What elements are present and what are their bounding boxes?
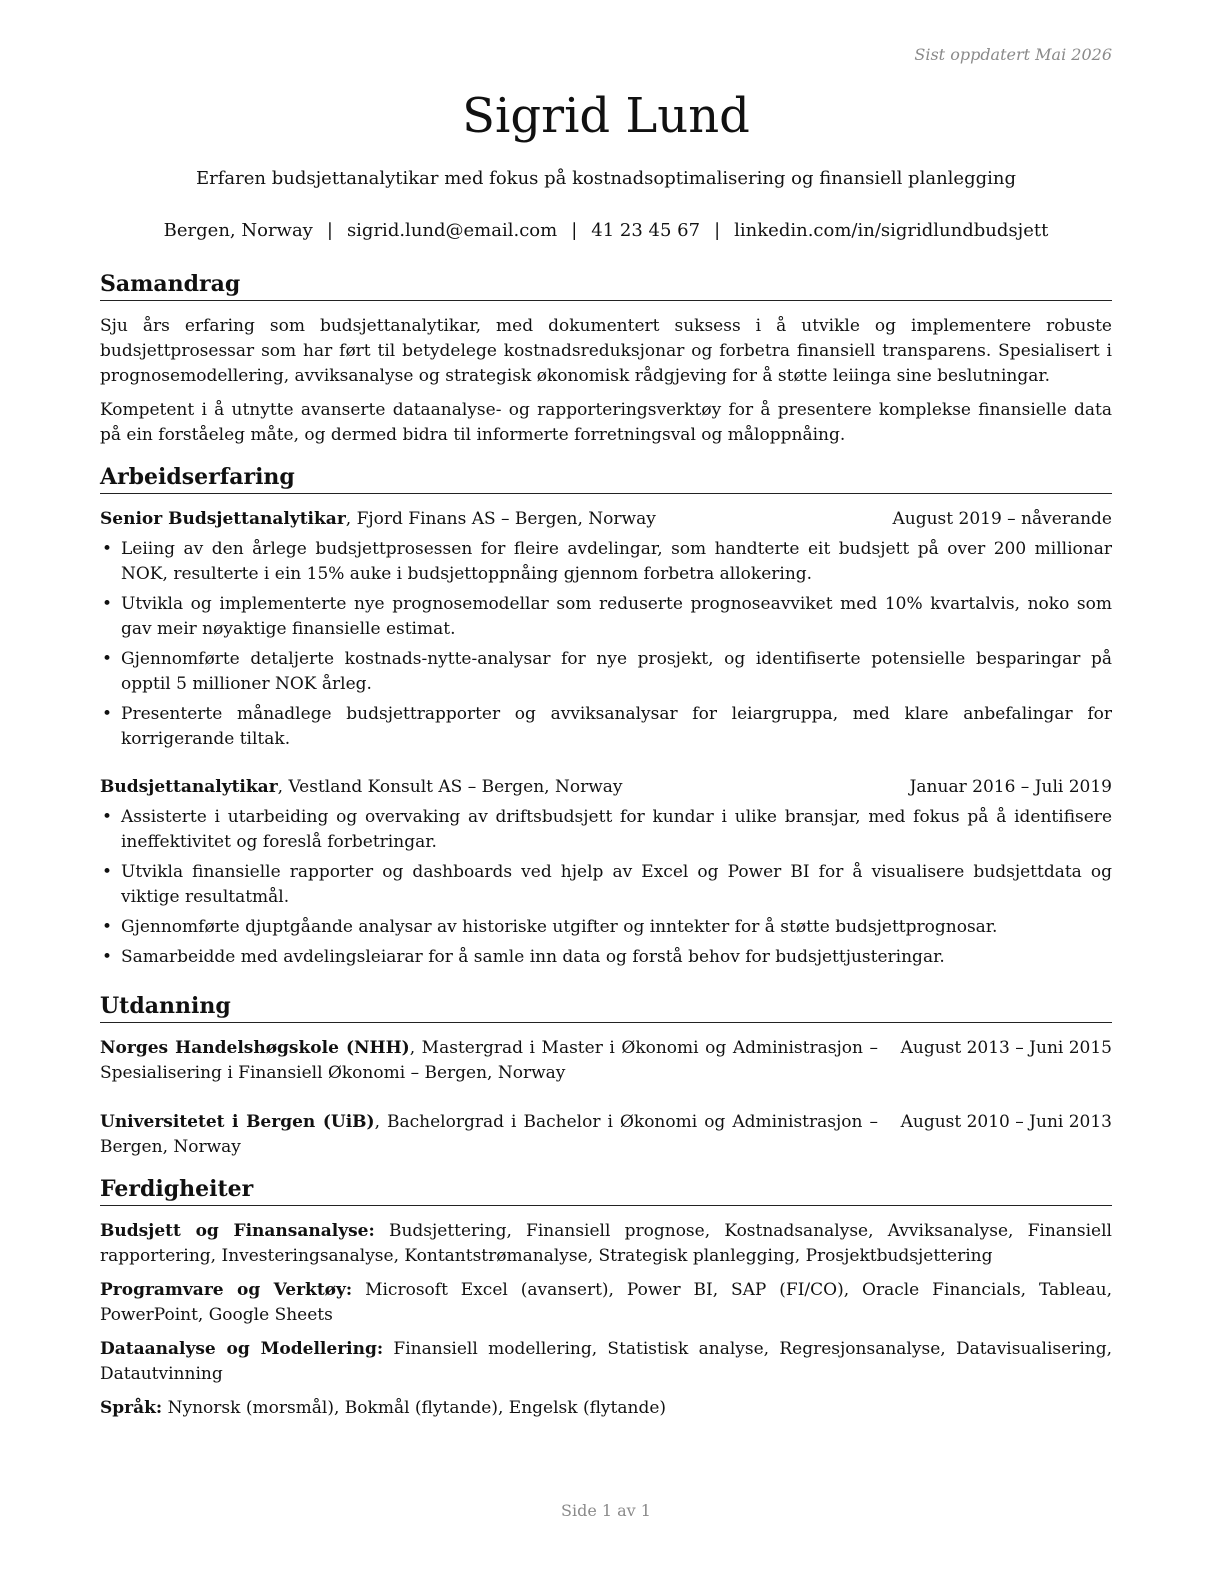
job-header — [100, 507, 1112, 532]
skill-label: Språk: — [100, 1398, 163, 1418]
education-item — [100, 1036, 1112, 1086]
contact-separator: | — [326, 220, 333, 241]
section-title-education: Utdanning — [100, 992, 1112, 1023]
resume-page — [100, 0, 1112, 1584]
summary-paragraph: Kompetent i å utnytte avanserte dataanalyse- og rapporteringsverktøy for å presentere komplekse finansielle data på ein forståeleg måte, og dermed bidra til informerte forretningsval og måloppnåing. — [100, 400, 1112, 445]
last-updated: Sist oppdatert Mai 2026 — [914, 45, 1112, 64]
contact-email[interactable]: sigrid.lund@email.com — [346, 220, 558, 241]
job-bullets — [100, 805, 1112, 975]
skill-group — [100, 1396, 1112, 1421]
skill-label: Programvare og Verktøy: — [100, 1280, 353, 1300]
job-header — [100, 775, 1112, 800]
education-school: Universitetet i Bergen (UiB) — [100, 1112, 375, 1132]
job-dates: August 2019 – nåverande — [892, 509, 1112, 529]
contact-separator: | — [714, 220, 721, 241]
education-detail: , Mastergrad i Master i Økonomi og Administrasjon – Spesialisering i Finansiell Økonomi – Bergen, Norway — [100, 1038, 878, 1083]
contact-line — [100, 219, 1112, 243]
job-bullets — [100, 537, 1112, 757]
bullet-item: • Presenterte månadlege budsjettrapporter og avviksanalysar for leiargruppa, med klare anbefalingar for korrigerande tiltak. — [100, 702, 1112, 752]
skill-label: Budsjett og Finansanalyse: — [100, 1221, 375, 1241]
bullet-item: • Gjennomførte detaljerte kostnads-nytte-analysar for nye prosjekt, og identifiserte potensielle besparingar på opptil 5 millioner NOK årleg. — [100, 647, 1112, 697]
education-dates: August 2013 – Juni 2015 — [900, 1038, 1112, 1058]
tagline: Erfaren budsjettanalytikar med fokus på kostnadsoptimalisering og finansiell planlegging — [196, 168, 1016, 189]
contact-phone: 41 23 45 67 — [591, 220, 701, 241]
section-title-skills: Ferdigheiter — [100, 1175, 1112, 1206]
skill-group — [100, 1219, 1112, 1269]
education-text — [100, 1036, 878, 1086]
contact-location: Bergen, Norway — [163, 220, 313, 241]
candidate-name: Sigrid Lund — [462, 88, 750, 144]
education-text — [100, 1110, 878, 1160]
education-school: Norges Handelshøgskole (NHH) — [100, 1038, 410, 1058]
skill-group — [100, 1278, 1112, 1328]
bullet-item: • Assisterte i utarbeiding og overvaking av driftsbudsjett for kundar i ulike bransjar, med fokus på å identifisere ineffektivitet og foreslå forbetringar. — [100, 805, 1112, 855]
skill-group — [100, 1337, 1112, 1387]
education-dates: August 2010 – Juni 2013 — [900, 1112, 1112, 1132]
job-dates: Januar 2016 – Juli 2019 — [909, 777, 1112, 797]
job-role: Senior Budsjettanalytikar — [100, 509, 346, 529]
education-detail: , Bachelorgrad i Bachelor i Økonomi og Administrasjon – Bergen, Norway — [100, 1112, 878, 1157]
skill-values: Nynorsk (morsmål), Bokmål (flytande), Engelsk (flytande) — [162, 1398, 667, 1418]
job-company: , Fjord Finans AS – Bergen, Norway — [345, 509, 656, 529]
summary-paragraph: Sju års erfaring som budsjettanalytikar, med dokumentert suksess i å utvikle og implementere robuste budsjettprosessar som har ført til betydelege kostnadsreduksjonar og forbetra finansiell transparens. Spesialisert i prognosemodellering, avviksanalyse og strategisk økonomisk rådgjeving for å støtte leiinga sine beslutningar. — [100, 316, 1112, 386]
section-title-experience: Arbeidserfaring — [100, 463, 1112, 494]
education-item — [100, 1110, 1112, 1160]
job-role: Budsjettanalytikar — [100, 777, 278, 797]
skill-label: Dataanalyse og Modellering: — [100, 1339, 384, 1359]
skill-values: Microsoft Excel (avansert), Power BI, SAP (FI/CO), Oracle Financials, Tableau, PowerPoint, Google Sheets — [100, 1280, 1112, 1325]
contact-separator: | — [571, 220, 578, 241]
bullet-item: • Gjennomførte djuptgåande analysar av historiske utgifter og inntekter for å støtte budsjettprognosar. — [100, 915, 1112, 940]
bullet-item: • Utvikla finansielle rapporter og dashboards ved hjelp av Excel og Power BI for å visualisere budsjettdata og viktige resultatmål. — [100, 860, 1112, 910]
contact-linkedin[interactable]: linkedin.com/in/sigridlundbudsjett — [734, 220, 1049, 241]
skill-values: Finansiell modellering, Statistisk analyse, Regresjonsanalyse, Datavisualisering, Datautvinning — [100, 1339, 1112, 1384]
bullet-item: • Utvikla og implementerte nye prognosemodellar som reduserte prognoseavviket med 10% kvartalvis, noko som gav meir nøyaktige finansielle estimat. — [100, 592, 1112, 642]
section-title-summary: Samandrag — [100, 270, 1112, 301]
page-number: Side 1 av 1 — [561, 1501, 651, 1520]
bullet-item: • Leiing av den årlege budsjettprosessen for fleire avdelingar, som handterte eit budsjett på over 200 millionar NOK, resulterte i ein 15% auke i budsjettoppnåing gjennom forbetra allokering. — [100, 537, 1112, 587]
job-company: , Vestland Konsult AS – Bergen, Norway — [277, 777, 623, 797]
skill-values: Budsjettering, Finansiell prognose, Kostnadsanalyse, Avviksanalyse, Finansiell rapportering, Investeringsanalyse, Kontantstrømanalyse, Strategisk planlegging, Prosjektbudsjettering — [100, 1221, 1112, 1266]
bullet-item: • Samarbeidde med avdelingsleiarar for å samle inn data og forstå behov for budsjettjusteringar. — [100, 945, 1112, 970]
